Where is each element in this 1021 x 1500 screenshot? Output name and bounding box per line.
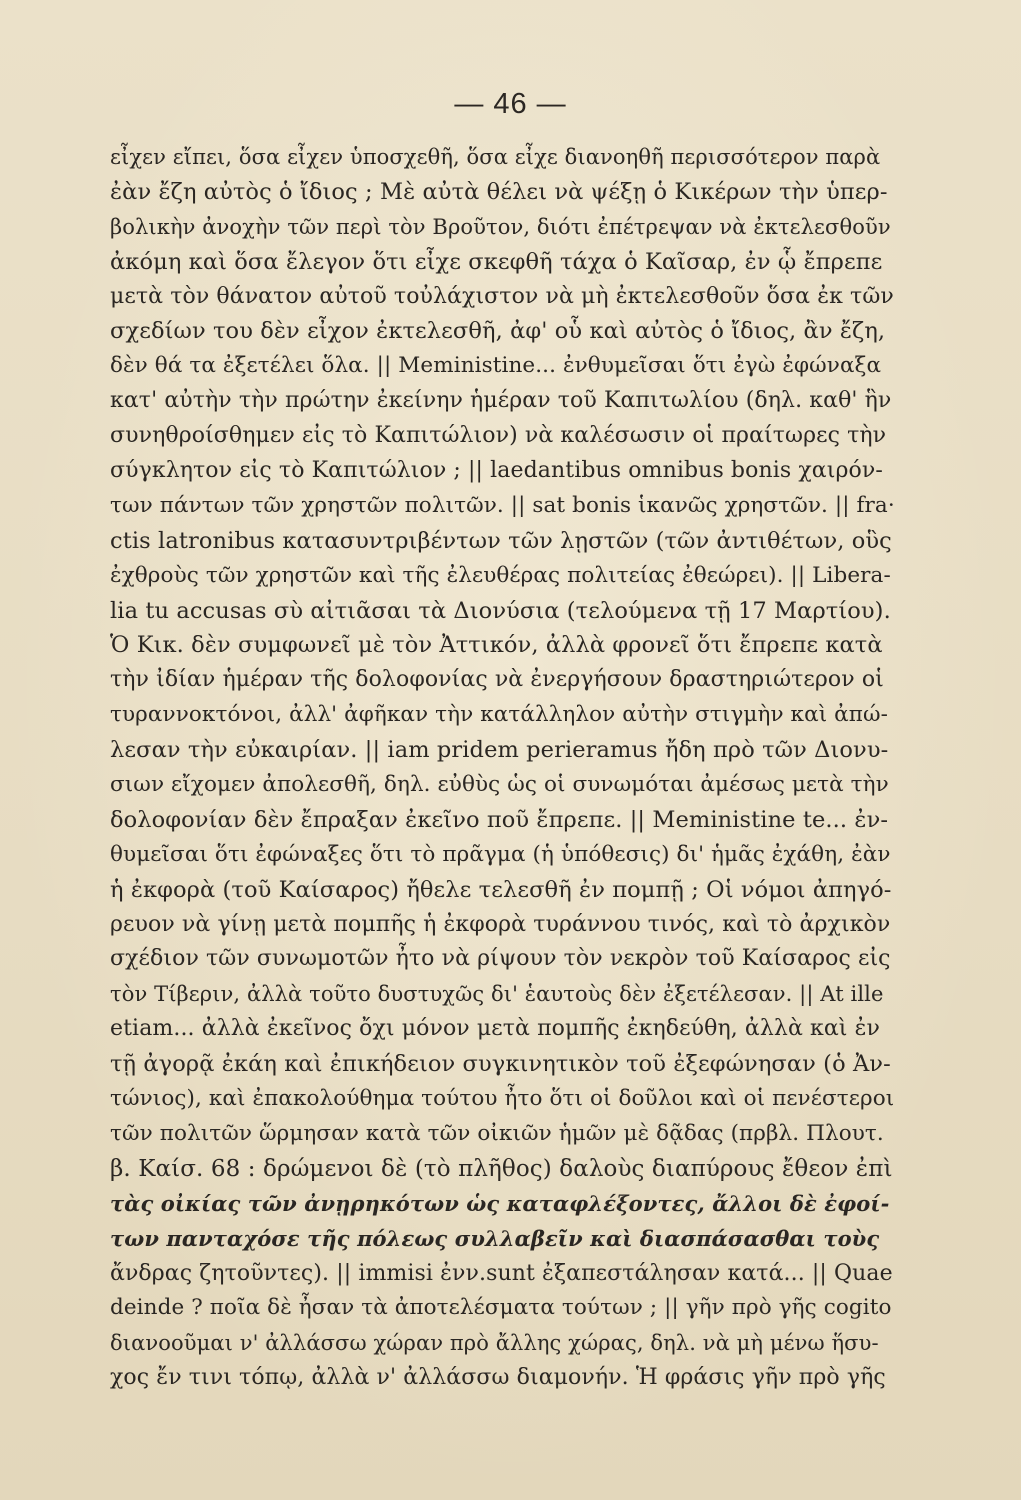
body-text bbox=[110, 140, 896, 1396]
text-line: ἐὰν ἔζη αὐτὸς ὁ ἴδιος ; Μὲ αὐτὰ θέλει νὰ ψέξῃ ὁ Κικέρων τὴν ὑπερ- bbox=[110, 178, 888, 205]
page-number: — 46 — bbox=[454, 88, 567, 120]
text-line: etiam... ἀλλὰ ἐκεῖνος ὄχι μόνον μετὰ πομπῆς ἐκηδεύθη, ἀλλὰ καὶ ἐν bbox=[110, 1016, 881, 1042]
text-line: β. Καίσ. 68 : δρώμενοι δὲ (τὸ πλῆθος) δαλοὺς διαπύρους ἔθεον ἐπὶ bbox=[110, 1155, 893, 1182]
text-line: λεσαν τὴν εὐκαιρίαν. || iam pridem perieramus ἤδη πρὸ τῶν Διονυ- bbox=[110, 737, 889, 764]
text-line: διανοοῦμαι ν' ἀλλάσσω χώραν πρὸ ἄλλης χώρας, δηλ. νὰ μὴ μένω ἥσυ- bbox=[110, 1331, 879, 1356]
text-line: των πάντων τῶν χρηστῶν πολιτῶν. || sat bonis ἱκανῶς χρηστῶν. || fra· bbox=[110, 492, 895, 518]
text-line: χος ἔν τινι τόπῳ, ἀλλὰ ν' ἀλλάσσω διαμονήν. Ἡ φράσις γῆν πρὸ γῆς bbox=[110, 1365, 886, 1391]
text-line: μετὰ τὸν θάνατον αὐτοῦ τοὐλάχιστον νὰ μὴ ἐκτελεσθοῦν ὅσα ἐκ τῶν bbox=[110, 283, 894, 309]
text-line: τυραννοκτόνοι, ἀλλ' ἀφῆκαν τὴν κατάλληλον αὐτὴν στιγμὴν καὶ ἀπώ- bbox=[110, 702, 889, 728]
text-line: ἐχθροὺς τῶν χρηστῶν καὶ τῆς ἐλευθέρας πολιτείας ἐθεώρει). || Libera- bbox=[110, 562, 891, 588]
text-line: σύγκλητον εἰς τὸ Καπιτώλιον ; || laedantibus omnibus bonis χαιρόν- bbox=[110, 458, 883, 484]
text-line: τῶν πολιτῶν ὥρμησαν κατὰ τῶν οἰκιῶν ἡμῶν μὲ δᾷδας (πρβλ. Πλουτ. bbox=[110, 1120, 884, 1146]
text-line: δὲν θά τα ἐξετέλει ὅλα. || Meministine... ἐνθυμεῖσαι ὅτι ἐγὼ ἐφώναξα bbox=[110, 353, 882, 379]
text-line: ἀκόμη καὶ ὅσα ἔλεγον ὅτι εἶχε σκεφθῆ τάχα ὁ Καῖσαρ, ἐν ᾧ ἔπρεπε bbox=[110, 248, 883, 275]
text-line: τὴν ἰδίαν ἡμέραν τῆς δολοφονίας νὰ ἐνεργήσουν δραστηριώτερον οἱ bbox=[110, 667, 884, 693]
text-line: ctis latronibus κατασυντριβέντων τῶν λῃστῶν (τῶν ἀντιθέτων, οὓς bbox=[110, 527, 892, 554]
text-line: Ὁ Κικ. δὲν συμφωνεῖ μὲ τὸν Ἀττικόν, ἀλλὰ φρονεῖ ὅτι ἔπρεπε κατὰ bbox=[110, 632, 883, 659]
text-line: συνηθροίσθημεν εἰς τὸ Καπιτώλιον) νὰ καλέσωσιν οἱ πραίτωρες τὴν bbox=[110, 423, 887, 449]
text-line: θυμεῖσαι ὅτι ἐφώναξες ὅτι τὸ πρᾶγμα (ἡ ὑπόθεσις) δι' ἡμᾶς ἐχάθη, ἐὰν bbox=[110, 841, 891, 867]
text-line: lia tu accusas σὺ αἰτιᾶσαι τὰ Διονύσια (τελούμενα τῇ 17 Μαρτίου). bbox=[110, 597, 891, 624]
text-line: deinde ? ποῖα δὲ ἦσαν τὰ ἀποτελέσματα τούτων ; || γῆν πρὸ γῆς cogito bbox=[110, 1295, 892, 1321]
text-line: τὸν Τίβεριν, ἀλλὰ τοῦτο δυστυχῶς δι' ἑαυτοὺς δὲν ἐξετέλεσαν. || At ille bbox=[110, 982, 884, 1007]
text-line: τώνιος), καὶ ἐπακολούθημα τούτου ἦτο ὅτι οἱ δοῦλοι καὶ οἱ πενέστεροι bbox=[110, 1086, 895, 1112]
text-line: εἶχεν εἴπει, ὅσα εἶχεν ὑποσχεθῆ, ὅσα εἶχε διανοηθῆ περισσότερον παρὰ bbox=[110, 145, 881, 169]
text-line: βολικὴν ἀνοχὴν τῶν περὶ τὸν Βροῦτον, διότι ἐπέτρεψαν νὰ ἐκτελεσθοῦν bbox=[110, 214, 891, 239]
text-line: σχεδίων του δὲν εἶχον ἐκτελεσθῆ, ἀφ' οὗ καὶ αὐτὸς ὁ ἴδιος, ἂν ἔζη, bbox=[110, 318, 886, 345]
text-line: ρευον νὰ γίνῃ μετὰ πομπῆς ἡ ἐκφορὰ τυράννου τινός, καὶ τὸ ἀρχικὸν bbox=[110, 911, 891, 937]
text-line: δολοφονίαν δὲν ἔπραξαν ἐκεῖνο ποῦ ἔπρεπε. || Meministine te... ἐν- bbox=[110, 806, 889, 833]
text-line: σιων εἴχομεν ἀπολεσθῆ, δηλ. εὐθὺς ὡς οἱ συνωμόται ἀμέσως μετὰ τὴν bbox=[110, 772, 889, 798]
text-line: σχέδιον τῶν συνωμοτῶν ἦτο νὰ ρίψουν τὸν νεκρὸν τοῦ Καίσαρος εἰς bbox=[110, 946, 891, 972]
text-line: τῇ ἀγορᾷ ἐκάη καὶ ἐπικήδειον συγκινητικὸν τοῦ ἐξεφώνησαν (ὁ Ἀν- bbox=[110, 1051, 891, 1078]
text-line: κατ' αὐτὴν τὴν πρώτην ἐκείνην ἡμέραν τοῦ Καπιτωλίου (δηλ. καθ' ἣν bbox=[110, 388, 892, 414]
text-line-quotation: τὰς οἰκίας τῶν ἀνῃρηκότων ὡς καταφλέξοντες, ἄλλοι δὲ ἐφοί- bbox=[110, 1190, 890, 1216]
text-line: ἄνδρας ζητοῦντες). || immisi ἐνν.sunt ἐξαπεστάλησαν κατά... || Quae bbox=[110, 1260, 893, 1286]
text-line-quotation: των πανταχόσε τῆς πόλεως συλλαβεῖν καὶ διασπάσασθαι τοὺς bbox=[110, 1225, 880, 1251]
text-line: ἡ ἐκφορὰ (τοῦ Καίσαρος) ἤθελε τελεσθῆ ἐν πομπῇ ; Οἱ νόμοι ἀπηγό- bbox=[110, 876, 892, 903]
